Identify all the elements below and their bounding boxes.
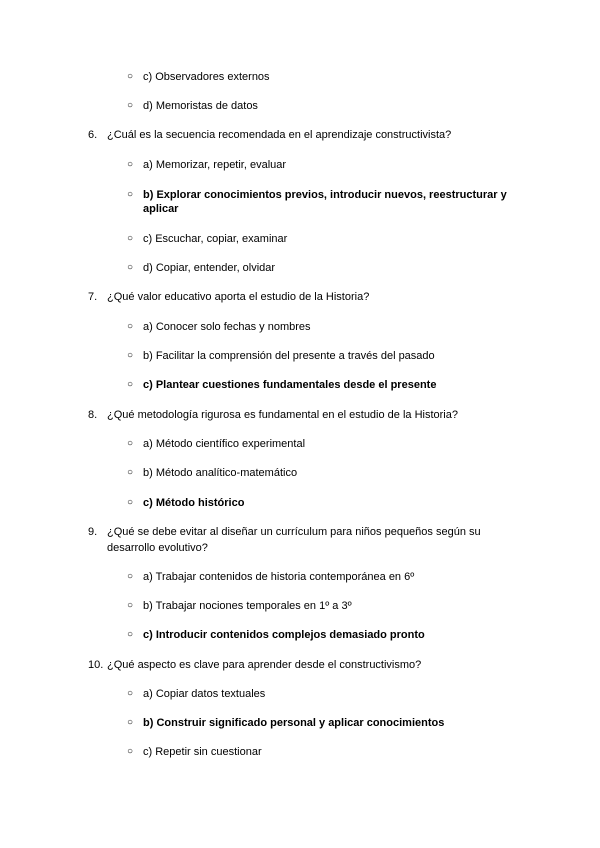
bullet-icon: ○ (127, 189, 134, 200)
option-text: b) Método analítico-matemático (143, 467, 298, 479)
option-text: a) Copiar datos textuales (143, 688, 266, 700)
question-text: desarrollo evolutivo? (107, 542, 208, 554)
correct-option-text: b) Construir significado personal y aplicar conocimientos (143, 717, 445, 729)
question-number: 10. (88, 659, 104, 671)
option-text: b) Trabajar nociones temporales en 1º a 3º (143, 600, 352, 612)
correct-option-text: c) Método histórico (143, 497, 245, 509)
question-number: 8. (88, 409, 98, 421)
correct-option-text: c) Plantear cuestiones fundamentales desde el presente (143, 379, 437, 391)
correct-option-text: b) Explorar conocimientos previos, introducir nuevos, reestructurar y aplicar (143, 189, 507, 215)
bullet-icon: ○ (127, 100, 134, 111)
option-text: a) Memorizar, repetir, evaluar (143, 159, 287, 171)
question-text: ¿Qué metodología rigurosa es fundamental en el estudio de la Historia? (107, 409, 458, 421)
option-text: d) Memoristas de datos (143, 100, 258, 112)
question-text: ¿Qué aspecto es clave para aprender desde el constructivismo? (107, 659, 422, 671)
option-text: d) Copiar, entender, olvidar (143, 262, 276, 274)
bullet-icon: ○ (127, 71, 134, 82)
question-text: ¿Qué valor educativo aporta el estudio de la Historia? (107, 291, 370, 303)
question-text: ¿Qué se debe evitar al diseñar un currículum para niños pequeños según su (107, 526, 481, 538)
option-text: c) Observadores externos (143, 71, 270, 83)
bullet-icon: ○ (127, 159, 134, 170)
bullet-icon: ○ (127, 571, 134, 582)
bullet-icon: ○ (127, 233, 134, 244)
bullet-icon: ○ (127, 321, 134, 332)
question-text: ¿Cuál es la secuencia recomendada en el aprendizaje constructivista? (107, 129, 452, 141)
bullet-icon: ○ (127, 600, 134, 611)
option-text: c) Repetir sin cuestionar (143, 746, 262, 758)
bullet-icon: ○ (127, 379, 134, 390)
option-text: a) Trabajar contenidos de historia contemporánea en 6º (143, 571, 415, 583)
bullet-icon: ○ (127, 497, 134, 508)
bullet-icon: ○ (127, 467, 134, 478)
bullet-icon: ○ (127, 350, 134, 361)
option-text: a) Método científico experimental (143, 438, 306, 450)
bullet-icon: ○ (127, 262, 134, 273)
question-number: 6. (88, 129, 98, 141)
bullet-icon: ○ (127, 688, 134, 699)
option-text: b) Facilitar la comprensión del presente a través del pasado (143, 350, 435, 362)
option-text: c) Escuchar, copiar, examinar (143, 233, 288, 245)
bullet-icon: ○ (127, 717, 134, 728)
bullet-icon: ○ (127, 438, 134, 449)
question-number: 7. (88, 291, 98, 303)
bullet-icon: ○ (127, 746, 134, 757)
bullet-icon: ○ (127, 629, 134, 640)
correct-option-text: c) Introducir contenidos complejos demasiado pronto (143, 629, 425, 641)
question-number: 9. (88, 526, 98, 538)
option-text: a) Conocer solo fechas y nombres (143, 321, 311, 333)
